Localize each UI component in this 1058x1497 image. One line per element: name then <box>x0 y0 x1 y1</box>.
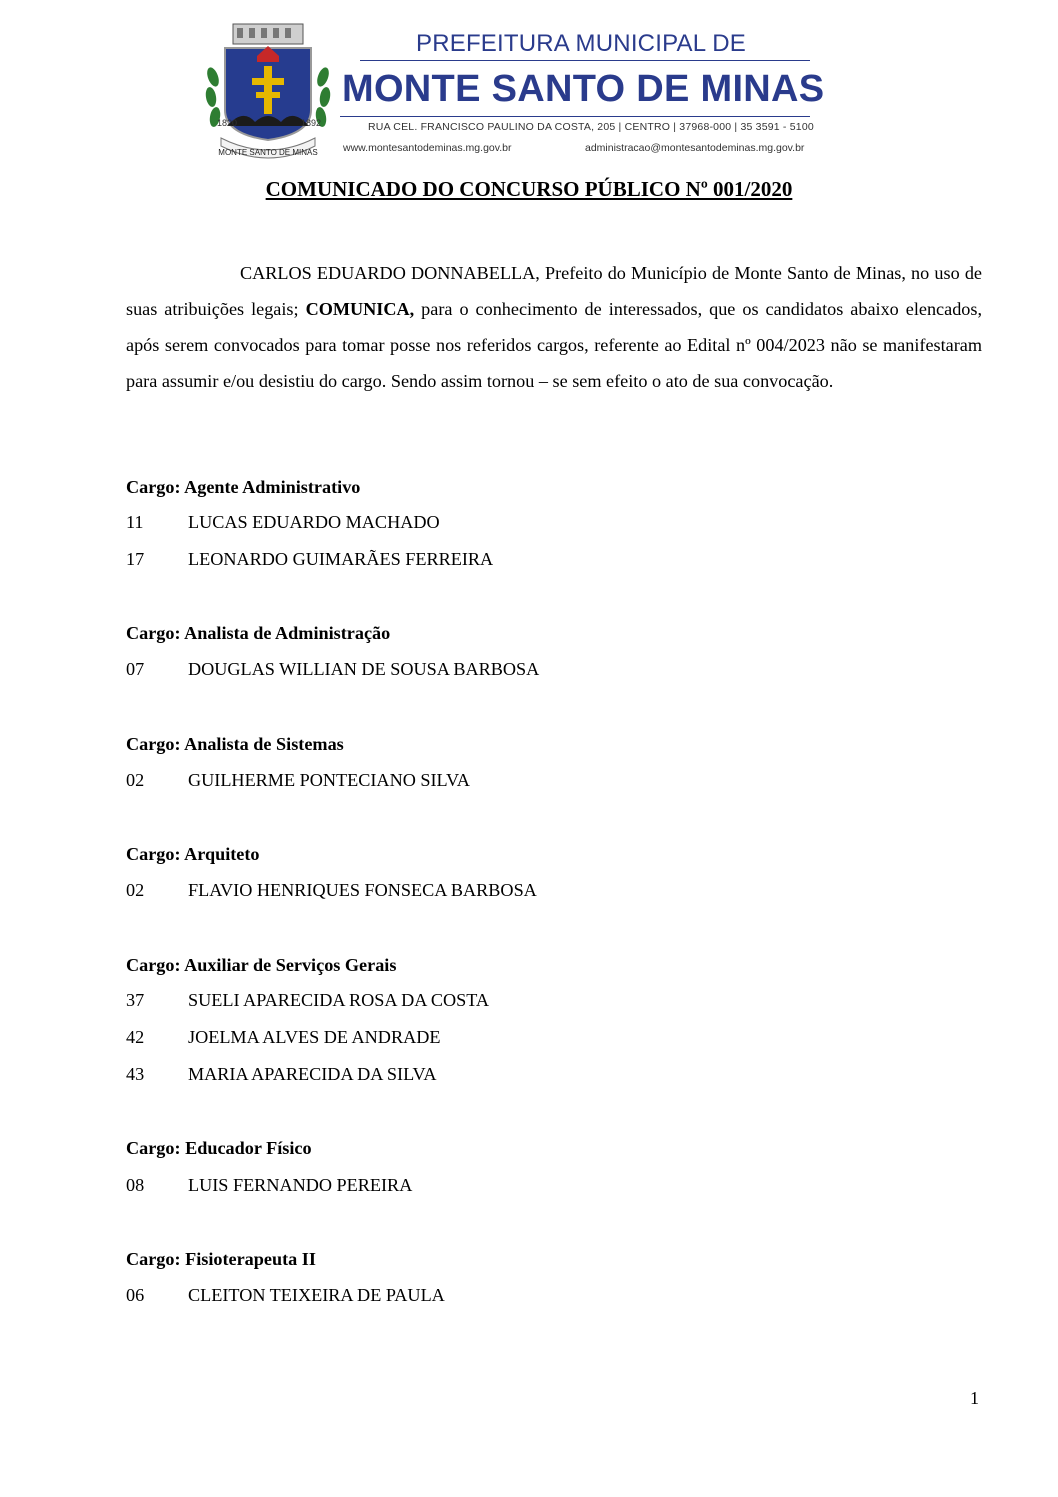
candidate-row <box>126 880 537 901</box>
candidate-row <box>126 1064 436 1085</box>
cargo-heading: Cargo: Arquiteto <box>126 844 260 864</box>
candidate-row <box>126 512 440 533</box>
candidate-number: 06 <box>126 1285 145 1305</box>
candidate-number: 17 <box>126 549 145 569</box>
cargo-heading: Cargo: Fisioterapeuta II <box>126 1249 316 1269</box>
document-title: COMUNICADO DO CONCURSO PÚBLICO Nº 001/2020 <box>265 177 793 201</box>
crest-year-right: 1892 <box>301 118 322 128</box>
page-number: 1 <box>970 1388 979 1408</box>
candidate-name: GUILHERME PONTECIANO SILVA <box>188 770 470 790</box>
candidate-number: 11 <box>126 512 144 532</box>
candidate-row <box>126 1175 412 1196</box>
header-divider-top <box>360 60 810 61</box>
candidate-name: LEONARDO GUIMARÃES FERREIRA <box>188 549 494 569</box>
cargo-heading: Cargo: Analista de Sistemas <box>126 734 344 754</box>
candidate-number: 07 <box>126 659 145 679</box>
crest-year-left: 1820 <box>217 118 238 128</box>
candidate-row <box>126 1027 440 1048</box>
cargo-heading: Cargo: Agente Administrativo <box>126 477 361 497</box>
candidate-row <box>126 659 539 680</box>
candidate-number: 08 <box>126 1175 145 1195</box>
candidate-row <box>126 770 470 791</box>
candidate-name: MARIA APARECIDA DA SILVA <box>188 1064 437 1084</box>
body-text-part2: para o conhecimento de interessados, que os candidatos abaixo elencados, após serem convocados para tomar posse nos referidos cargos, referente ao Edital nº 004/2023 não se manifestaram para assumir e/ou desistiu do cargo. Sendo assim tornou – se sem efeito o ato de sua convocação. <box>126 299 983 391</box>
letterhead <box>0 0 1058 175</box>
crest-banner-text: MONTE SANTO DE MINAS <box>218 148 318 157</box>
candidate-number: 42 <box>126 1027 145 1047</box>
cargo-heading: Cargo: Auxiliar de Serviços Gerais <box>126 955 397 975</box>
org-address: RUA CEL. FRANCISCO PAULINO DA COSTA, 205 | CENTRO | 37968-000 | 35 3591 - 5100 <box>368 121 814 133</box>
body-text-part1: CARLOS EDUARDO DONNABELLA, Prefeito do Município de Monte Santo de Minas, no uso de suas atribuições legais; <box>126 263 982 319</box>
candidate-name: CLEITON TEIXEIRA DE PAULA <box>188 1285 445 1305</box>
candidate-name: LUCAS EDUARDO MACHADO <box>188 512 440 532</box>
org-email-link[interactable]: administracao@montesantodeminas.mg.gov.br <box>585 142 805 154</box>
document-body <box>126 255 982 399</box>
candidate-number: 43 <box>126 1064 145 1084</box>
candidate-number: 37 <box>126 990 145 1010</box>
candidate-name: LUIS FERNANDO PEREIRA <box>188 1175 413 1195</box>
cargo-heading: Cargo: Educador Físico <box>126 1138 312 1158</box>
candidate-row <box>126 549 493 570</box>
candidate-number: 02 <box>126 880 145 900</box>
org-title: MONTE SANTO DE MINAS <box>342 68 825 110</box>
candidate-name: SUELI APARECIDA ROSA DA COSTA <box>188 990 490 1010</box>
header-divider <box>340 116 810 117</box>
candidate-name: DOUGLAS WILLIAN DE SOUSA BARBOSA <box>188 659 540 679</box>
municipal-crest-icon <box>203 22 333 162</box>
candidate-name: FLAVIO HENRIQUES FONSECA BARBOSA <box>188 880 537 900</box>
candidate-row <box>126 1285 445 1306</box>
candidate-row <box>126 990 489 1011</box>
cargo-heading: Cargo: Analista de Administração <box>126 623 391 643</box>
body-text-bold: COMUNICA, <box>305 299 415 319</box>
candidate-name: JOELMA ALVES DE ANDRADE <box>188 1027 441 1047</box>
org-website-link[interactable]: www.montesantodeminas.mg.gov.br <box>343 142 512 154</box>
org-subtitle: PREFEITURA MUNICIPAL DE <box>416 30 746 57</box>
candidate-number: 02 <box>126 770 145 790</box>
